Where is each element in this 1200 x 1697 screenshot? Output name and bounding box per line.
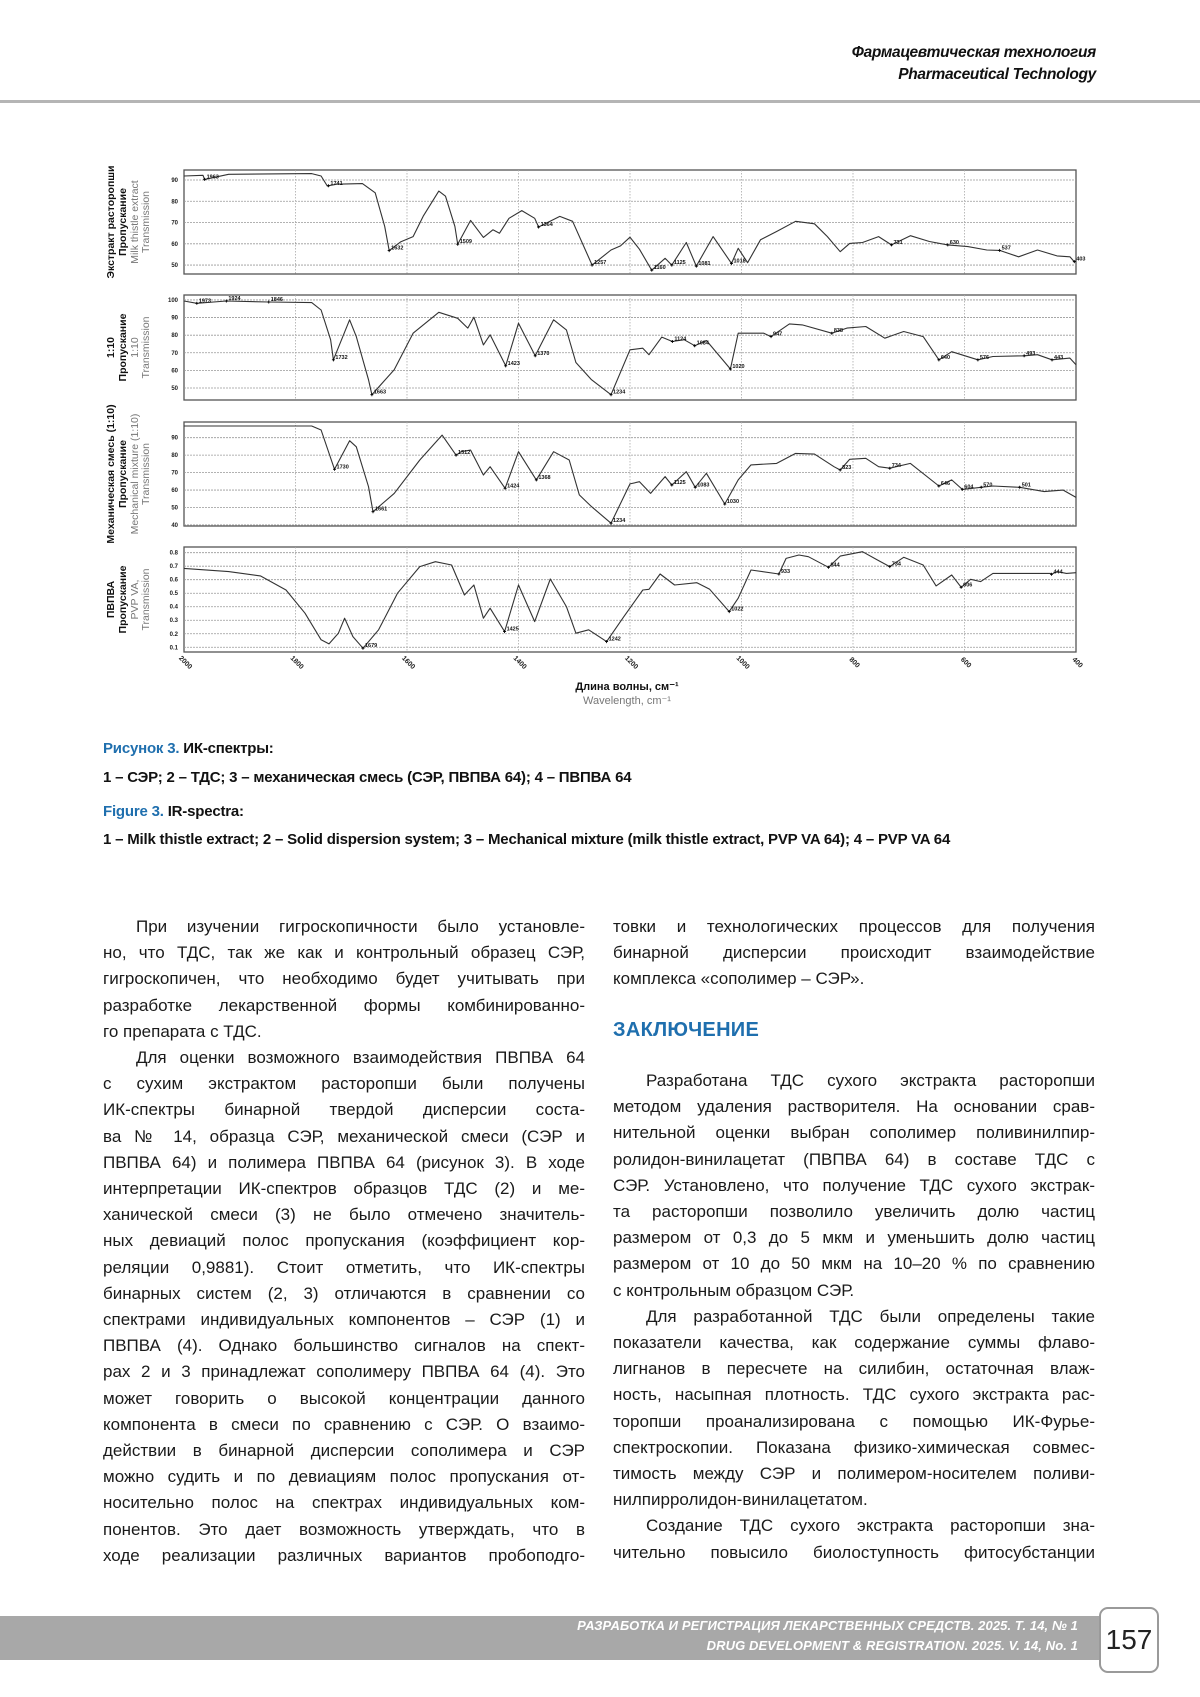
y-tick-label: 70 — [171, 351, 178, 357]
y-axis-label: Transmission — [140, 443, 152, 505]
y-tick-label: 0.8 — [170, 551, 179, 557]
y-axis-label: Milk thistle extract — [129, 180, 141, 264]
footer-journal-ru: РАЗРАБОТКА И РЕГИСТРАЦИЯ ЛЕКАРСТВЕННЫХ СРЕДСТВ. 2025. Т. 14, № 1 — [577, 1618, 1078, 1633]
peak-label: 823 — [842, 465, 851, 471]
peak-label: 1020 — [732, 364, 744, 370]
text-line: действии в бинарной дисперсии сополимера и СЭР — [103, 1438, 585, 1464]
x-tick-label: 2000 — [177, 655, 193, 671]
text-line: нительной оценки выбран сополимер поливинилпир- — [613, 1120, 1095, 1146]
y-tick-label: 80 — [171, 199, 178, 205]
y-tick-label: 50 — [171, 386, 178, 392]
peak-label: 1663 — [374, 390, 386, 396]
peak-label: 1364 — [541, 222, 554, 228]
text-line: с контрольным образцом СЭР. — [613, 1278, 1095, 1304]
text-line: ходе реализации различных вариантов пробоподго- — [103, 1543, 585, 1569]
y-tick-label: 0.5 — [170, 591, 179, 597]
peak-label: 1741 — [330, 181, 342, 187]
peak-label: 1679 — [365, 643, 377, 649]
text-line: ханической смеси (3) не было отмечено значитель- — [103, 1202, 585, 1228]
x-tick-label: 400 — [1070, 656, 1083, 669]
peak-label: 947 — [773, 332, 782, 338]
x-tick-label: 600 — [959, 656, 972, 669]
text-line: чительно повысило биолоступность фитосубстанции — [613, 1540, 1095, 1566]
text-line: комплекса «сополимер – СЭР». — [613, 966, 1095, 992]
x-tick-label: 1400 — [512, 655, 528, 671]
text-line: При изучении гигроскопичности было установле- — [103, 914, 585, 940]
y-axis-label: Transmission — [140, 191, 152, 253]
text-line: ных девиаций полос пропускания (коэффициент кор- — [103, 1228, 585, 1254]
section-heading-conclusion: ЗАКЛЮЧЕНИЕ — [613, 993, 1095, 1068]
peak-label: 1160 — [654, 265, 666, 271]
footer-journal-en: DRUG DEVELOPMENT & REGISTRATION. 2025. V. 14, No. 1 — [707, 1638, 1078, 1653]
peak-label: 444 — [1053, 569, 1063, 575]
y-axis-label: 1:10 — [105, 337, 117, 358]
text-line: го препарата с ТДС. — [103, 1019, 585, 1045]
y-axis-label: PVP VA, — [129, 580, 141, 620]
peak-label: 1425 — [507, 627, 519, 633]
page-number: 157 — [1099, 1607, 1159, 1673]
caption-items-ru: 1 – СЭР; 2 – ТДС; 3 – механическая смесь (СЭР, ПВПВА 64); 4 – ПВПВА 64 — [103, 769, 631, 786]
text-line: рах 2 и 3 принадлежат сополимеру ПВПВА 64 (4). Это — [103, 1359, 585, 1385]
x-tick-label: 800 — [847, 656, 860, 669]
y-tick-label: 50 — [171, 263, 178, 269]
text-line: Создание ТДС сухого экстракта расторопши зна- — [613, 1513, 1095, 1539]
y-axis-label: Пропускание — [117, 188, 129, 256]
peak-label: 1924 — [228, 296, 241, 302]
x-tick-label: 1800 — [289, 655, 305, 671]
peak-label: 1368 — [538, 475, 550, 481]
text-line: спектрами индивидуальных компонентов – СЭР (1) и — [103, 1307, 585, 1333]
y-axis-label: Экстракт расторопши — [105, 165, 117, 278]
y-tick-label: 90 — [171, 436, 178, 442]
caption-en-title — [103, 803, 244, 820]
text-line: реляции 0,9881). Стоит отметить, что ИК-спектры — [103, 1255, 585, 1281]
running-header-en: Pharmaceutical Technology — [898, 66, 1096, 84]
peak-label: 1084 — [697, 341, 710, 347]
text-line: лигнанов в пересчете на силибин, остаточная влаж- — [613, 1356, 1095, 1382]
peak-label: 1242 — [609, 637, 621, 643]
y-axis-label: Механическая смесь (1:10) — [105, 404, 117, 543]
text-line: ность, насыпная плотность. ТДС сухого экстракта рас- — [613, 1382, 1095, 1408]
y-tick-label: 0.4 — [170, 605, 179, 611]
x-tick-label: 1000 — [735, 655, 751, 671]
y-tick-label: 0.7 — [170, 564, 179, 570]
spectrum-panel-3 — [105, 404, 1076, 543]
peak-label: 606 — [963, 582, 972, 588]
caption-title-en: IR-spectra: — [168, 803, 244, 820]
peak-label: 576 — [980, 355, 989, 361]
body-column-left — [103, 914, 585, 1569]
peak-label: 630 — [950, 240, 959, 246]
y-tick-label: 80 — [171, 453, 178, 459]
y-tick-label: 80 — [171, 333, 178, 339]
y-tick-label: 70 — [171, 471, 178, 477]
peak-label: 1234 — [613, 390, 626, 396]
peak-label: 570 — [983, 482, 992, 488]
peak-label: 537 — [1002, 245, 1011, 251]
peak-label: 1661 — [375, 507, 387, 513]
peak-label: 1234 — [613, 518, 626, 524]
spectrum-panel-1 — [105, 165, 1086, 278]
peak-label: 403 — [1076, 257, 1085, 263]
y-tick-label: 0.6 — [170, 578, 179, 584]
y-tick-label: 90 — [171, 316, 178, 322]
spectrum-panel-4 — [105, 547, 1076, 652]
text-line: ПВПВА 64) и полимера ПВПВА 64 (рисунок 3). В ходе — [103, 1150, 585, 1176]
peak-label: 1124 — [674, 337, 687, 343]
y-tick-label: 0.2 — [170, 632, 179, 638]
text-line: та расторопши позволило увеличить долю частиц — [613, 1199, 1095, 1225]
running-header-ru: Фармацевтическая технология — [852, 44, 1096, 62]
text-line: интерпретации ИК-спектров образцов ТДС (2) и ме- — [103, 1176, 585, 1202]
text-line: можно судить и по девиациям полос пропускания от- — [103, 1464, 585, 1490]
peak-label: 646 — [941, 481, 950, 487]
y-tick-label: 0.1 — [170, 645, 179, 651]
peak-label: 1732 — [335, 355, 347, 361]
text-line: СЭР. Установлено, что получение ТДС сухого экстрак- — [613, 1173, 1095, 1199]
text-line: разработке лекарственной формы комбинированно- — [103, 993, 585, 1019]
peak-label: 1423 — [508, 361, 520, 367]
y-tick-label: 100 — [168, 298, 179, 304]
y-tick-label: 90 — [171, 178, 178, 184]
peak-label: 1632 — [391, 246, 403, 252]
peak-label: 731 — [893, 240, 902, 246]
peak-label: 1018 — [733, 258, 745, 264]
peak-label: 734 — [892, 562, 902, 568]
peak-label: 1509 — [460, 239, 472, 245]
text-line: товки и технологических процессов для получения — [613, 914, 1095, 940]
peak-label: 1125 — [674, 480, 686, 486]
y-tick-label: 50 — [171, 506, 178, 512]
y-tick-label: 0.3 — [170, 618, 179, 624]
y-axis-label: Mechanical mixture (1:10) — [129, 414, 141, 535]
x-tick-label: 1600 — [400, 655, 416, 671]
peak-label: 1083 — [697, 482, 709, 488]
y-tick-label: 60 — [171, 488, 178, 494]
text-line: нилпирролидон-винилацетатом. — [613, 1487, 1095, 1513]
peak-label: 838 — [834, 328, 843, 334]
text-line: размером от 0,3 до 5 мкм и уменьшить долю частиц — [613, 1225, 1095, 1251]
text-line: гигроскопичен, что необходимо будет учитывать при — [103, 966, 585, 992]
text-line: компонента в смеси по сравнению с СЭР. О взаимо- — [103, 1412, 585, 1438]
y-axis-label: Transmission — [140, 568, 152, 630]
caption-items-en: 1 – Milk thistle extract; 2 – Solid dispersion system; 3 – Mechanical mixture (milk thistle extract, PVP VA 64); 4 – PVP VA 64 — [103, 831, 950, 848]
peak-label: 1030 — [727, 499, 739, 505]
text-line: ПВПВА (4). Однако большинство сигналов на спект- — [103, 1333, 585, 1359]
peak-label: 1424 — [507, 483, 520, 489]
peak-label: 1081 — [698, 261, 710, 267]
peak-label: 1370 — [537, 351, 549, 357]
peak-label: 1512 — [458, 450, 470, 456]
text-line: но, что ТДС, так же как и контрольный образец СЭР, — [103, 940, 585, 966]
text-line: Для разработанной ТДС были определены такие — [613, 1304, 1095, 1330]
y-tick-label: 70 — [171, 221, 178, 227]
peak-label: 443 — [1054, 355, 1063, 361]
text-line: торопши проанализирована с помощью ИК-Фурье- — [613, 1409, 1095, 1435]
text-line: показатели качества, как содержание суммы флаво- — [613, 1330, 1095, 1356]
y-axis-label: Пропускание — [117, 565, 129, 633]
y-axis-label: Пропускание — [117, 313, 129, 381]
peak-label: 844 — [830, 562, 840, 568]
x-axis-label-en: Wavelength, cm⁻¹ — [583, 695, 671, 707]
text-line: ва № 14, образца СЭР, механической смеси (СЭР и — [103, 1124, 585, 1150]
peak-label: 1257 — [594, 260, 606, 266]
peak-label: 1963 — [207, 174, 219, 180]
text-line: ролидон-винилацетат (ПВПВА 64) в составе ТДС с — [613, 1147, 1095, 1173]
y-axis-label: Пропускание — [117, 440, 129, 508]
text-line: бинарных систем (2, 3) отличаются в сравнении со — [103, 1281, 585, 1307]
x-tick-label: 1200 — [623, 655, 639, 671]
text-line: методом удаления растворителя. На основании срав- — [613, 1094, 1095, 1120]
y-tick-label: 40 — [171, 523, 178, 529]
y-axis-label: ПВПВА — [105, 580, 117, 618]
peak-label: 734 — [892, 463, 902, 469]
text-line: с сухим экстрактом расторопши были получены — [103, 1071, 585, 1097]
x-axis-label-ru: Длина волны, см⁻¹ — [575, 681, 679, 693]
peak-label: 640 — [941, 355, 950, 361]
text-line: понентов. Это дает возможность утверждать, что в — [103, 1517, 585, 1543]
peak-label: 1973 — [199, 298, 211, 304]
peak-label: 1846 — [271, 297, 283, 303]
y-axis-label: 1:10 — [129, 337, 141, 358]
caption-ru-title — [103, 740, 274, 757]
peak-label: 933 — [781, 569, 790, 575]
text-line: бинарной дисперсии происходит взаимодействие — [613, 940, 1095, 966]
caption-label-en: Figure 3. — [103, 803, 164, 820]
peak-label: 1022 — [731, 607, 743, 613]
ir-spectra-figure — [0, 0, 1200, 710]
body-column-right — [613, 914, 1095, 1566]
text-line: размером от 10 до 50 мкм на 10–20 % по сравнению — [613, 1251, 1095, 1277]
text-line: Разработана ТДС сухого экстракта расторопши — [613, 1068, 1095, 1094]
text-line: спектроскопии. Показана физико-химическая совмес- — [613, 1435, 1095, 1461]
text-line: ИК-спектры бинарной твердой дисперсии соста- — [103, 1097, 585, 1123]
peak-label: 493 — [1026, 351, 1035, 357]
caption-title-ru: ИК-спектры: — [183, 740, 273, 757]
spectrum-panel-2 — [105, 295, 1076, 400]
peak-label: 604 — [964, 484, 974, 490]
text-line: Для оценки возможного взаимодействия ПВПВА 64 — [103, 1045, 585, 1071]
text-line: тимость между СЭР и полимером-носителем поливи- — [613, 1461, 1095, 1487]
y-axis-label: Transmission — [140, 316, 152, 378]
peak-label: 1125 — [674, 260, 686, 266]
peak-label: 1730 — [337, 464, 349, 470]
text-line: носительно полос на спектрах индивидуальных ком- — [103, 1490, 585, 1516]
peak-label: 501 — [1022, 482, 1031, 488]
caption-label-ru: Рисунок 3. — [103, 740, 179, 757]
y-tick-label: 60 — [171, 368, 178, 374]
text-line: может говорить о высокой концентрации данного — [103, 1386, 585, 1412]
y-tick-label: 60 — [171, 242, 178, 248]
